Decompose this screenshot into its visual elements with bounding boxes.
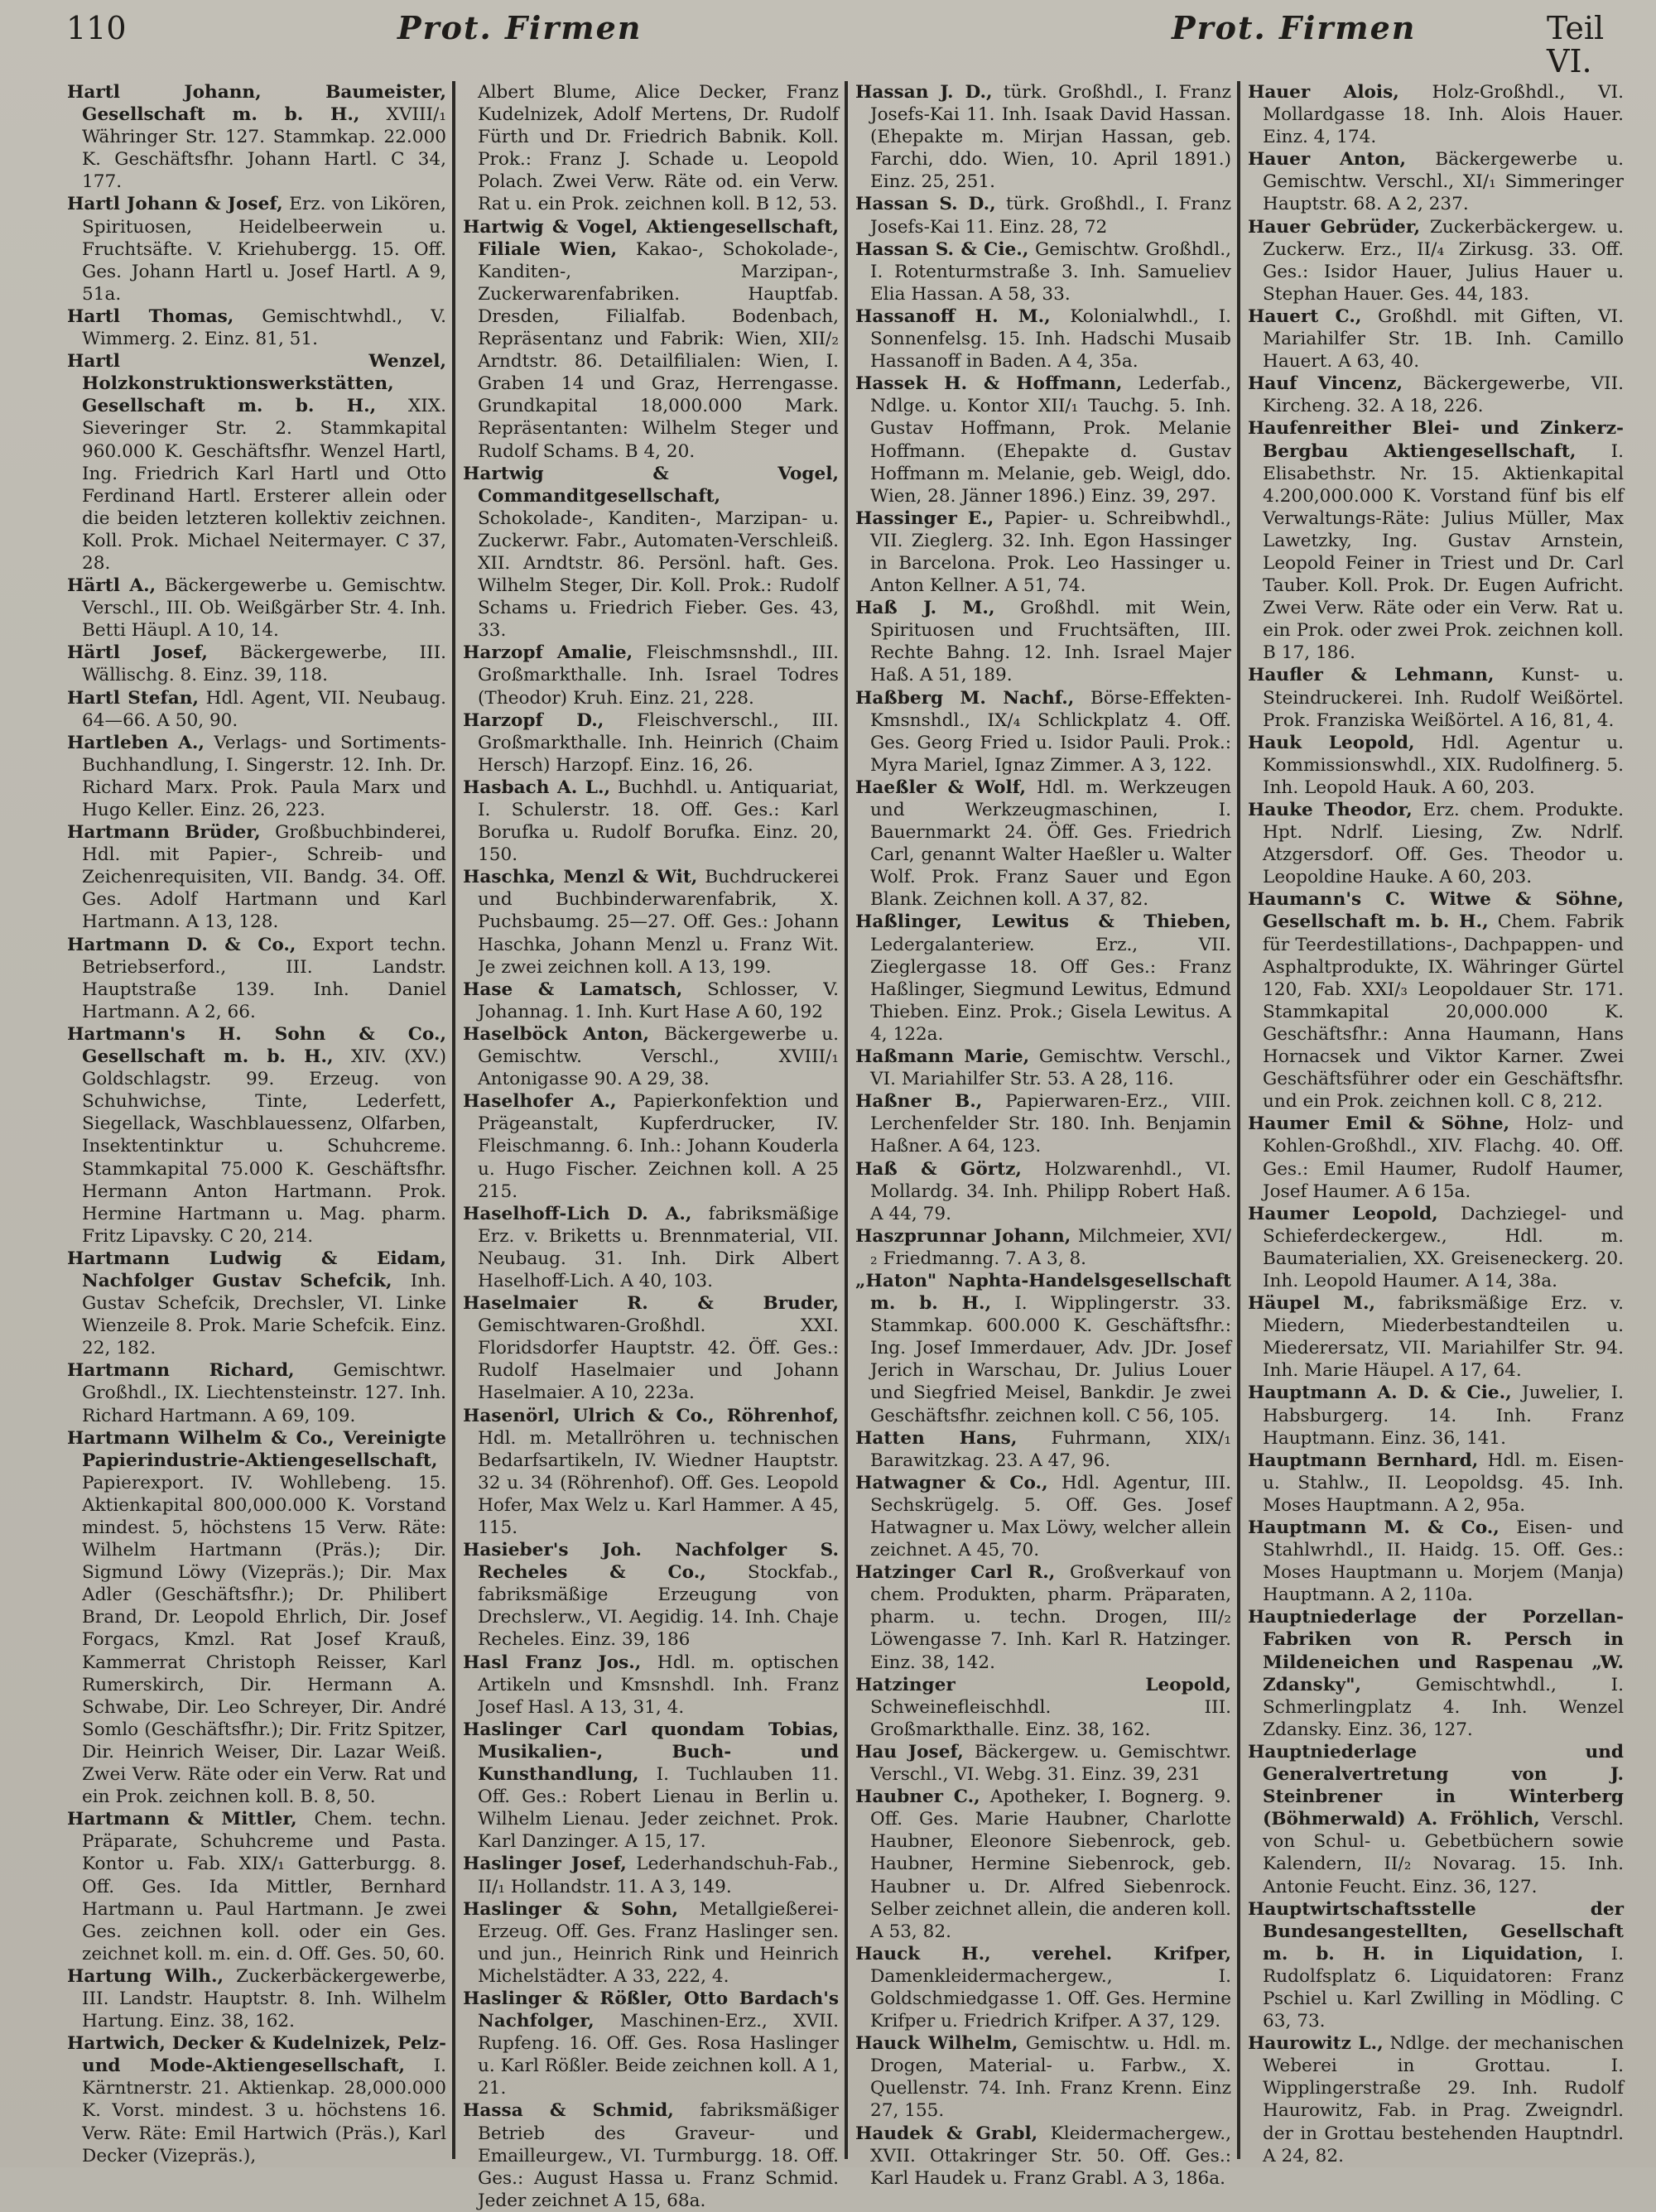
firm-name: Hauptwirtschaftsstelle der Bundesangestellten, Gesellschaft m. b. H. in Liquidation, xyxy=(1248,1898,1624,1964)
entry-text: Albert Blume, Alice Decker, Franz Kudelnizek, Adolf Mertens, Dr. Rudolf Fürth und Dr. Friedrich Babnik. Koll. Prok.: Franz J. Schade u. Leopold Polach. Zwei Verw. Räte od. ein Verw. Rat u. ein Prok. zeichnen koll. B 12, 53. xyxy=(478,82,839,215)
firm-name: Hassan S. & Cie., xyxy=(855,238,1029,260)
page-number: 110 xyxy=(66,10,127,46)
firm-name: Haurowitz L., xyxy=(1248,2033,1384,2055)
firm-name: Haufler & Lehmann, xyxy=(1248,665,1495,686)
firm-name: Härtl A., xyxy=(67,575,156,597)
entry-text: Buchdruckerei und Buchbinderwarenfabrik, X. Puchsbaumg. 25—27. Off. Ges.: Johann Haschka, Johann Menzl u. Franz Wit. Je zwei zeichnen koll. A 13, 199. xyxy=(478,867,839,978)
firm-name: Hassa & Schmid, xyxy=(463,2100,674,2122)
directory-entry xyxy=(1248,417,1624,664)
directory-entry xyxy=(855,1225,1231,1270)
running-title-right: Prot. Firmen xyxy=(1172,9,1417,46)
entry-text: Erz. chem. Produkte. Hpt. Ndrlf. Liesing, Zw. Ndrlf. Atzgersdorf. Off. Ges. Theodor u. Leopoldine Hauke. A 60, 203. xyxy=(1263,800,1624,888)
entry-text: Bäckergewerbe, III. Wällischg. 8. Einz. 39, 118. xyxy=(82,642,446,686)
entry-text: Zuckerbäckergewerbe, III. Landstr. Hauptstr. 8. Inh. Wilhelm Hartung. Einz. 38, 162. xyxy=(82,1965,446,2032)
firm-name: Hauptmann M. & Co., xyxy=(1248,1517,1500,1538)
directory-entry xyxy=(1248,1606,1624,1741)
entry-text: Kleidermachergew., XVII. Ottakringer Str. 50. Off. Ges.: Karl Haudek u. Franz Grabl. A 3, 186a. xyxy=(870,2123,1231,2189)
firm-name: Hauert C., xyxy=(1248,305,1362,327)
directory-entry xyxy=(67,821,446,933)
directory-entry xyxy=(463,1652,839,1719)
entry-text: I. Rudolfsplatz 6. Liquidatoren: Franz Pschiel u. Karl Zwilling in Mödling. C 63, 73. xyxy=(1263,1943,1624,2032)
firm-name: Hassan S. D., xyxy=(855,194,996,215)
entry-text: fabriksmäßiger Betrieb des Graveur- und Emailleurgew., VI. Turmburgg. 18. Off. Ges.: August Hassa u. Franz Schmid. Jeder zeichnet A 15, 68a. xyxy=(478,2100,839,2211)
firm-name: Hartmann Brüder, xyxy=(67,822,261,844)
directory-entry xyxy=(67,1248,446,1359)
entry-text: Gemischtwhdl., I. Schmerlingplatz 4. Inh. Wenzel Zdansky. Einz. 36, 127. xyxy=(1263,1674,1624,1740)
entry-text: Bäckergewerbe u. Gemischtw. Verschl., XVIII/₁ Antonigasse 90. A 29, 38. xyxy=(478,1023,839,1090)
directory-entry xyxy=(855,597,1231,686)
directory-entry xyxy=(855,1741,1231,1786)
entry-text: Großbuchbinderei, Hdl. mit Papier-, Schreib- und Zeichenrequisiten, VII. Bandg. 34. Off. Ges. Adolf Hartmann und Karl Hartmann. A 13, 128. xyxy=(82,822,446,933)
entry-text: Großhdl. mit Giften, VI. Mariahilfer Str. 1B. Inh. Camillo Hauert. A 63, 40. xyxy=(1263,305,1624,373)
firm-name: Haumer Emil & Söhne, xyxy=(1248,1113,1510,1135)
directory-entry xyxy=(463,979,839,1023)
entry-text: Holz-Großhdl., VI. Mollardgasse 18. Inh. Alois Hauer. Einz. 4, 174. xyxy=(1263,82,1624,148)
firm-name: Hauer Gebrüder, xyxy=(1248,216,1421,238)
entry-text: Juwelier, I. Habsburgerg. 14. Inh. Franz Hauptmann. Einz. 36, 141. xyxy=(1263,1382,1624,1449)
entry-text: Großhdl. mit Wein, Spirituosen und Fruchtsäften, III. Rechte Bahng. 12. Inh. Israel Majer Haß. A 51, 189. xyxy=(870,598,1231,686)
firm-name: Hartl Wenzel, Holzkonstruktionswerkstätten, Gesellschaft m. b. H., xyxy=(67,351,446,417)
firm-name: Hatzinger Carl R., xyxy=(855,1562,1056,1584)
entry-text: XIX. Sieveringer Str. 2. Stammkapital 960.000 K. Geschäftsfhr. Wenzel Hartl, Ing. Friedrich Karl Hartl und Otto Ferdinand Hartl. Ersterer allein oder die beiden letzteren kollektiv zeichnen. Koll. Prok. Michael Neitermayer. C 37, 28. xyxy=(82,396,446,574)
firm-name: Hauf Vincenz, xyxy=(1248,373,1403,395)
entry-text: Großverkauf von chem. Produkten, pharm. Präparaten, pharm. u. techn. Drogen, III/₂ Löwengasse 7. Inh. Karl R. Hatzinger. Einz. 38, 142. xyxy=(870,1562,1231,1673)
directory-entry xyxy=(463,709,839,777)
columns xyxy=(60,81,1631,2211)
entry-text: Papierkonfektion und Prägeanstalt, Kupferdrucker, IV. Fleischmanng. 6. Inh.: Johann Kouderla u. Hugo Fischer. Zeichnen koll. A 25 215. xyxy=(478,1091,839,1202)
directory-entry xyxy=(1248,1450,1624,1517)
firm-name: Haszprunnar Johann, xyxy=(855,1225,1071,1247)
firm-name: Haudek & Grabl, xyxy=(855,2123,1038,2144)
directory-entry xyxy=(463,1539,839,1651)
firm-name: Hartmann Ludwig & Eidam, Nachfolger Gustav Schefcik, xyxy=(67,1248,446,1291)
entry-text: Gemischtwhdl., V. Wimmerg. 2. Einz. 81, 51. xyxy=(82,305,446,350)
directory-entry xyxy=(855,2123,1231,2190)
running-title-left: Prot. Firmen xyxy=(397,9,643,46)
entry-text: fabriksmäßige Erz. v. Briketts u. Brennmaterial, VII. Neubaug. 31. Inh. Dirk Albert Haselhoff-Lich. A 40, 103. xyxy=(478,1203,839,1291)
entry-text: Inh. Gustav Schefcik, Drechsler, VI. Linke Wienzeile 8. Prok. Marie Schefcik. Einz. 22, 182. xyxy=(82,1270,446,1359)
directory-entry xyxy=(855,238,1231,305)
directory-entry xyxy=(463,216,839,463)
firm-name: Haubner C., xyxy=(855,1786,980,1808)
firm-name: Haschka, Menzl & Wit, xyxy=(463,867,698,888)
directory-entry xyxy=(463,1090,839,1202)
column-4 xyxy=(1237,81,1630,2166)
firm-name: Hauke Theodor, xyxy=(1248,800,1413,820)
directory-entry xyxy=(1248,373,1624,417)
directory-entry xyxy=(463,1292,839,1404)
directory-entry xyxy=(67,81,446,193)
firm-name: Hase & Lamatsch, xyxy=(463,979,683,1000)
firm-name: Hartmann Wilhelm & Co., Vereinigte Papierindustrie-Aktiengesellschaft, xyxy=(67,1427,446,1471)
directory-entry xyxy=(463,1898,839,1988)
entry-text: Schokolade-, Kanditen-, Marzipan- u. Zuckerwr. Fabr., Automaten-Verschleiß. XII. Arndtstr. 86. Persönl. haft. Ges. Wilhelm Steger, Dir. Koll. Prok.: Rudolf Schams u. Friedrich Fieber. Ges. 43, 33. xyxy=(478,507,839,642)
directory-entry xyxy=(1248,1898,1624,2033)
directory-entry xyxy=(67,1808,446,1965)
entry-text: Chem. techn. Präparate, Schuhcreme und Pasta. Kontor u. Fab. XIX/₁ Gatterburgg. 8. Off. Ges. Ida Mittler, Bernhard Hartmann u. Paul Hartmann. Je zwei Ges. zeichnen koll. oder ein Ges. zeichnet koll. m. ein. d. Off. Ges. 50, 60. xyxy=(82,1809,446,1964)
entry-text: Hdl. Agentur, III. Sechskrügelg. 5. Off. Ges. Josef Hatwagner u. Max Löwy, welcher allein zeichnet. A 45, 70. xyxy=(870,1472,1231,1561)
directory-entry xyxy=(855,1472,1231,1561)
entry-text: Bäckergewerbe u. Gemischtw. Verschl., XI/₁ Simmeringer Hauptstr. 68. A 2, 237. xyxy=(1263,149,1624,215)
firm-name: Haufenreither Blei- und Zinkerz-Bergbau Aktiengesellschaft, xyxy=(1248,418,1624,462)
entry-text: XIV. (XV.) Goldschlagstr. 99. Erzeug. von Schuhwichse, Tinte, Lederfett, Siegellack, Waschblauessenz, Olfarben, Insektentinktur u. Schuhcreme. Stammkapital 75.000 K. Geschäftsfhr. Hermann Anton Hartmann. Prok. Hermine Hartmann u. Mag. pharm. Fritz Lipavsky. C 20, 214. xyxy=(82,1046,446,1247)
firm-name: Hauptniederlage und Generalvertretung von J. Steinbrener in Winterberg (Böhmerwald) A. Fröhlich, xyxy=(1248,1741,1624,1830)
entry-text: Ndlge. der mechanischen Weberei in Grottau. I. Wipplingerstraße 29. Inh. Rudolf Haurowitz, Fab. in Prag. Zweigndrl. der in Grottau bestehenden Hauptndrl. A 24, 82. xyxy=(1263,2033,1624,2166)
firm-name: Hartmann & Mittler, xyxy=(67,1809,297,1830)
directory-entry xyxy=(1248,1292,1624,1382)
entry-text: Milchmeier, XVI/₂ Friedmanng. 7. A 3, 8. xyxy=(870,1225,1231,1269)
directory-entry xyxy=(855,1090,1231,1157)
firm-name: Hauptmann A. D. & Cie., xyxy=(1248,1382,1512,1404)
entry-text: türk. Großhdl., I. Franz Josefs-Kai 11. Einz. 28, 72 xyxy=(870,194,1231,238)
firm-name: Hartmann's H. Sohn & Co., Gesellschaft m. b. H., xyxy=(67,1023,446,1068)
entry-text: Kunst- u. Steindruckerei. Inh. Rudolf Weißörtel. Prok. Franziska Weißörtel. A 16, 81, 4. xyxy=(1263,665,1624,731)
entry-text: fabriksmäßige Erz. v. Miedern, Miederbestandteilen u. Miederersatz, VII. Mariahilfer Str. 94. Inh. Marie Häupel. A 17, 64. xyxy=(1263,1293,1625,1382)
entry-text: Hdl. m. Metallröhren u. technischen Bedarfsartikeln, IV. Wiedner Hauptstr. 32 u. 34 (Röhrenhof). Off. Ges. Leopold Hofer, Max Welz u. Karl Hammer. A 45, 115. xyxy=(478,1427,839,1538)
firm-name: Hasl Franz Jos., xyxy=(463,1652,642,1673)
entry-text: Eisen- und Stahlwrhdl., II. Haidg. 15. Off. Ges.: Moses Hauptmann u. Morjem (Manja) Hauptmann. A 2, 110a. xyxy=(1263,1517,1624,1606)
directory-entry xyxy=(1248,1517,1624,1606)
firm-name: Haumann's C. Witwe & Söhne, Gesellschaft m. b. H., xyxy=(1248,889,1624,933)
part-label: Teil VI. xyxy=(1547,10,1605,79)
directory-entry xyxy=(855,81,1231,193)
directory-entry xyxy=(1248,799,1624,888)
directory-entry xyxy=(855,2032,1231,2122)
entry-text: Fuhrmann, XIX/₁ Barawitzkag. 23. A 47, 96. xyxy=(870,1427,1231,1471)
entry-text: Export techn. Betriebserford., III. Landstr. Hauptstraße 139. Inh. Daniel Hartmann. A 2, 66. xyxy=(82,934,446,1022)
entry-text: Hdl. m. Werkzeugen und Werkzeugmaschinen, I. Bauernmarkt 24. Öff. Ges. Friedrich Carl, genannt Walter Haeßler u. Walter Wolf. Prok. Franz Sauer und Egon Blank. Zeichnen koll. A 37, 82. xyxy=(870,777,1231,911)
firm-name: Hauck H., verehel. Krifper, xyxy=(855,1943,1231,1964)
directory-entry xyxy=(463,81,839,216)
directory-entry xyxy=(855,1046,1231,1090)
directory-entry xyxy=(463,1023,839,1090)
firm-name: Hartmann Richard, xyxy=(67,1360,295,1382)
entry-text: Kolonialwhdl., I. Sonnenfelsg. 15. Inh. Hadschi Musaib Hassanoff in Baden. A 4, 35a. xyxy=(870,305,1231,373)
entry-text: Ledergalanteriew. Erz., VII. Zieglergasse 18. Off Ges.: Franz Haßlinger, Siegmund Lewitus, Edmund Thieben. Einz. Prok.; Gisela Lewitus. A 4, 122a. xyxy=(870,934,1231,1045)
firm-name: Haselböck Anton, xyxy=(463,1023,650,1045)
entry-text: I. Elisabethstr. Nr. 15. Aktienkapital 4.200,000.000 K. Vorstand fünf bis elf Verwaltungs-Räte: Julius Müller, Max Lawetzky, Ing. Gustav Arnstein, Leopold Feiner in Triest und Dr. Carl Tauber. Koll. Prok. Dr. Eugen Aufricht. Zwei Verw. Räte oder ein Verw. Rat u. ein Prok. oder zwei Prok. zeichnen koll. B 17, 186. xyxy=(1263,440,1624,664)
firm-name: Harzopf D., xyxy=(463,709,604,731)
firm-name: Hartwich, Decker & Kudelnizek, Pelz- und Mode-Aktiengesellschaft, xyxy=(67,2033,446,2077)
directory-entry xyxy=(855,193,1231,238)
entry-text: Metallgießerei-Erzeug. Off. Ges. Franz Haslinger sen. und jun., Heinrich Rink und Heinrich Michelstädter. A 33, 222, 4. xyxy=(478,1898,839,1987)
directory-entry xyxy=(463,463,839,642)
directory-entry xyxy=(463,642,839,709)
directory-entry xyxy=(1248,888,1624,1113)
entry-text: Gemischtwaren-Großhdl. XXI. Floridsdorfer Hauptstr. 42. Öff. Ges.: Rudolf Haselmaier und Johann Haselmaier. A 10, 223a. xyxy=(478,1315,839,1404)
firm-name: Hartwig & Vogel, Commanditgesellschaft, xyxy=(463,463,839,507)
firm-name: Haßlinger, Lewitus & Thieben, xyxy=(855,911,1231,933)
entry-text: I. Wipplingerstr. 33. Stammkap. 600.000 K. Geschäftsfhr.: Ing. Josef Immerdauer, Adv. JDr. Josef Jerich in Warschau, Dr. Julius Louer und Siegfried Meisel, Bankdir. Je zwei Geschäftsfhr. zeichnen koll. C 56, 105. xyxy=(870,1293,1231,1426)
firm-name: Haselhoff-Lich D. A., xyxy=(463,1203,692,1224)
column-1 xyxy=(60,81,452,2166)
firm-name: Hasieber's Joh. Nachfolger S. Recheles & Co., xyxy=(463,1540,839,1584)
entry-text: Hdl. Agentur u. Kommissionswhdl., XIX. Rudolfinerg. 5. Inh. Leopold Hauk. A 60, 203. xyxy=(1263,732,1624,798)
firm-name: Haßberg M. Nachf., xyxy=(855,687,1075,709)
firm-name: Hasenörl, Ulrich & Co., Röhrenhof, xyxy=(463,1405,839,1426)
directory-entry xyxy=(1248,732,1624,799)
firm-name: Hassinger E., xyxy=(855,507,994,529)
entry-text: Börse-Effekten-Kmsnshdl., IX/₄ Schlickplatz 4. Off. Ges. Georg Fried u. Isidor Pauli. Prok.: Myra Mariel, Ignaz Zimmer. A 3, 122. xyxy=(870,687,1231,776)
entry-text: Papierexport. IV. Wohllebeng. 15. Aktienkapital 800,000.000 K. Vorstand mindest. 5, höchstens 15 Verw. Räte: Wilhelm Hartmann (Präs.); Dir. Sigmund Löwy (Vizepräs.); Dir. Max Adler (Geschäftsfhr.); Dr. Philibert Brand, Dr. Leopold Ehrlich, Dir. Josef Forgacs, Kmzl. Rat Josef Krauß, Kammerrat Christoph Reisser, Karl Rumerskirch, Dir. Hermann A. Schwabe, Dir. Leo Schreyer, Dir. André Somlo (Geschäftsfhr.); Dir. Fritz Spitzer, Dir. Heinrich Weiser, Dir. Lazar Weiß. Zwei Verw. Räte oder ein Verw. Rat und ein Prok. zeichnen koll. B. 8, 50. xyxy=(82,1472,446,1808)
directory-entry xyxy=(1248,1741,1624,1898)
firm-name: Haslinger Josef, xyxy=(463,1854,627,1875)
entry-text: Schweinefleischhdl. III. Großmarkthalle. Einz. 38, 162. xyxy=(870,1696,1231,1740)
directory-entry xyxy=(463,2099,839,2211)
firm-name: Hauk Leopold, xyxy=(1248,732,1415,753)
firm-name: Hartmann D. & Co., xyxy=(67,934,296,955)
entry-text: Hdl. m. optischen Artikeln und Kmsnshdl. Inh. Franz Josef Hasl. A 13, 31, 4. xyxy=(478,1652,839,1718)
directory-entry xyxy=(1248,305,1624,373)
firm-name: Hauer Alois, xyxy=(1248,82,1399,103)
firm-name: Hartl Johann & Josef, xyxy=(67,194,283,215)
firm-name: Hauck Wilhelm, xyxy=(855,2033,1018,2055)
directory-entry xyxy=(463,866,839,978)
firm-name: Hatwagner & Co., xyxy=(855,1472,1048,1493)
directory-entry xyxy=(67,305,446,350)
directory-entry xyxy=(1248,1203,1624,1292)
firm-name: Hartung Wilh., xyxy=(67,1965,224,1987)
firm-name: Hau Josef, xyxy=(855,1741,964,1762)
directory-entry xyxy=(855,1270,1231,1427)
entry-text: Lederfab., Ndlge. u. Kontor XII/₁ Tauchg. 5. Inh. Gustav Hoffmann, Prok. Melanie Hoffmann. (Ehepakte d. Gustav Hoffmann m. Melanie, geb. Weigl, ddo. Wien, 28. Jänner 1896.) Einz. 39, 297. xyxy=(870,373,1231,507)
firm-name: Hartl Johann, Baumeister, Gesellschaft m. b. H., xyxy=(67,82,446,126)
entry-text: Gemischtwr. Großhdl., IX. Liechtensteinstr. 127. Inh. Richard Hartmann. A 69, 109. xyxy=(82,1360,446,1426)
firm-name: Hauer Anton, xyxy=(1248,149,1407,171)
firm-name: Haslinger & Sohn, xyxy=(463,1898,678,1920)
firm-name: Haselmaier R. & Bruder, xyxy=(463,1293,839,1315)
entry-text: türk. Großhdl., I. Franz Josefs-Kai 11. Inh. Isaak David Hassan. (Ehepakte m. Mirjan Hassan, geb. Farchi, ddo. Wien, 10. April 1891.) Einz. 25, 251. xyxy=(870,82,1231,193)
entry-text: Verschl. von Schul- u. Gebetbüchern sowie Kalendern, II/₂ Novarag. 15. Inh. Antonie Feucht. Einz. 36, 127. xyxy=(1263,1809,1624,1897)
firm-name: Haßner B., xyxy=(855,1091,983,1113)
entry-text: Holz- und Kohlen-Großhdl., XIV. Flachg. 40. Off. Ges.: Emil Haumer, Rudolf Haumer, Josef Haumer. A 6 15a. xyxy=(1263,1113,1624,1202)
firm-name: Hassan J. D., xyxy=(855,82,993,103)
entry-text: Zuckerbäckergew. u. Zuckerw. Erz., II/₄ Zirkusg. 33. Off. Ges.: Isidor Hauer, Julius Hauer u. Stephan Hauer. Ges. 44, 183. xyxy=(1263,216,1624,305)
firm-name: Hartwig & Vogel, Aktiengesellschaft, Filiale Wien, xyxy=(463,216,839,260)
firm-name: Hartl Stefan, xyxy=(67,687,200,709)
entry-text: Gemischtw. u. Hdl. m. Drogen, Material- u. Farbw., X. Quellenstr. 74. Inh. Franz Krenn. Einz 27, 155. xyxy=(870,2033,1231,2122)
directory-entry xyxy=(1248,2032,1624,2167)
directory-entry xyxy=(855,777,1231,911)
entry-text: I. Tuchlauben 11. Off. Ges.: Robert Lienau in Berlin u. Wilhelm Lienau. Jeder zeichnet. Prok. Karl Danzinger. A 15, 17. xyxy=(478,1764,839,1853)
firm-name: Haeßler & Wolf, xyxy=(855,777,1027,798)
directory-entry xyxy=(67,193,446,305)
entry-text: Gemischtw. Großhdl., I. Rotenturmstraße 3. Inh. Samueliev Elia Hassan. A 58, 33. xyxy=(870,238,1231,305)
entry-text: Hdl. m. Eisen- u. Stahlw., II. Leopoldsg. 45. Inh. Moses Hauptmann. A 2, 95a. xyxy=(1263,1450,1624,1516)
directory-entry xyxy=(855,687,1231,777)
directory-entry xyxy=(67,1965,446,2032)
directory-entry xyxy=(463,1719,839,1854)
directory-entry xyxy=(855,1158,1231,1225)
directory-entry xyxy=(463,777,839,866)
firm-name: Haß J. M., xyxy=(855,598,995,619)
entry-text: Bäckergewerbe, VII. Kircheng. 32. A 18, 226. xyxy=(1263,373,1625,417)
firm-name: Hauptniederlage der Porzellan-Fabriken von R. Persch in Mildeneichen und Raspenau „W. Zdansky", xyxy=(1248,1607,1624,1695)
entry-text: Maschinen-Erz., XVII. Rupfeng. 16. Off. Ges. Rosa Haslinger u. Karl Rößler. Beide zeichnen koll. A 1, 21. xyxy=(478,2011,840,2099)
directory-entry xyxy=(67,350,446,575)
entry-text: Kakao-, Schokolade-, Kanditen-, Marzipan-, Zuckerwarenfabriken. Hauptfab. Dresden, Filialfab. Bodenbach, Repräsentanz und Fabrik: Wien, XII/₂ Arndtstr. 86. Detailfilialen: Wien, I. Graben 14 und Graz, Herrengasse. Grundkapital 18,000.000 Mark. Repräsentanten: Wilhelm Steger und Rudolf Schams. B 4, 20. xyxy=(478,238,839,462)
firm-name: Härtl Josef, xyxy=(67,642,208,664)
directory-entry xyxy=(67,1023,446,1248)
directory-entry xyxy=(463,1405,839,1540)
entry-text: XVIII/₁ Währinger Str. 127. Stammkap. 22.000 K. Geschäftsfhr. Johann Hartl. C 34, 177. xyxy=(82,104,446,193)
firm-name: Hauptmann Bernhard, xyxy=(1248,1450,1479,1471)
firm-name: Haß & Görtz, xyxy=(855,1158,1022,1180)
firm-name: Haslinger Carl quondam Tobias, Musikalien-, Buch- und Kunsthandlung, xyxy=(463,1719,839,1786)
firm-name: Hartleben A., xyxy=(67,732,205,753)
directory-entry xyxy=(855,1786,1231,1943)
entry-text: Erz. von Likören, Spirituosen, Heidelbeerwein u. Fruchtsäfte. V. Kriehubergg. 15. Off. Ges. Johann Hartl u. Josef Hartl. A 9, 51a. xyxy=(82,194,446,305)
firm-name: Häupel M., xyxy=(1248,1293,1375,1315)
directory-entry xyxy=(67,934,446,1023)
directory-entry xyxy=(67,575,446,642)
page-header xyxy=(0,0,1656,79)
entry-text: Gemischtw. Verschl., VI. Mariahilfer Str. 53. A 28, 116. xyxy=(870,1046,1231,1090)
directory-entry xyxy=(67,1427,446,1809)
entry-text: I. Kärntnerstr. 21. Aktienkap. 28,000.000 K. Vorst. mindest. 3 u. höchstens 16. Verw. Räte: Emil Hartwich (Präs.), Karl Decker (Vizepräs.), xyxy=(82,2056,446,2166)
firm-name: Haumer Leopold, xyxy=(1248,1203,1438,1224)
directory-entry xyxy=(67,732,446,821)
directory-entry xyxy=(855,507,1231,597)
entry-text: Buchhdl. u. Antiquariat, I. Schulerstr. 18. Off. Ges.: Karl Borufka u. Rudolf Borufka. Einz. 20, 150. xyxy=(478,777,839,866)
firm-name: Haßmann Marie, xyxy=(855,1046,1030,1068)
directory-entry xyxy=(855,305,1231,373)
firm-name: Hasbach A. L., xyxy=(463,777,611,798)
entry-text: Bäckergewerbe u. Gemischtw. Verschl., III. Ob. Weißgärber Str. 4. Inh. Betti Häupl. A 10, 14. xyxy=(82,575,446,642)
firm-name: Haselhofer A., xyxy=(463,1091,617,1113)
entry-text: Fleischverschl., III. Großmarkthalle. Inh. Heinrich (Chaim Hersch) Harzopf. Einz. 16, 26. xyxy=(478,709,839,776)
firm-name: Hatzinger Leopold, xyxy=(855,1674,1231,1695)
firm-name: Hatten Hans, xyxy=(855,1427,1018,1449)
entry-text: Papierwaren-Erz., VIII. Lerchenfelder Str. 180. Inh. Benjamin Haßner. A 64, 123. xyxy=(870,1091,1231,1157)
directory-entry xyxy=(855,373,1231,507)
directory-entry xyxy=(463,1988,839,2099)
entry-text: Schlosser, V. Johannag. 1. Inh. Kurt Hase A 60, 192 xyxy=(478,979,839,1022)
directory-entry xyxy=(855,911,1231,1046)
entry-text: Stockfab., fabriksmäßige Erzeugung von Drechslerw., VI. Aegidig. 14. Inh. Chaje Recheles. Einz. 39, 186 xyxy=(478,1562,839,1651)
directory-entry xyxy=(855,1427,1231,1472)
directory-entry xyxy=(67,2032,446,2167)
entry-text: Damenkleidermachergew., I. Goldschmiedgasse 1. Off. Ges. Hermine Krifper u. Friedrich Krifper. A 37, 129. xyxy=(870,1965,1231,2032)
entry-text: Lederhandschuh-Fab., II/₁ Hollandstr. 11. A 3, 149. xyxy=(478,1854,839,1897)
directory-entry xyxy=(463,1203,839,1292)
directory-entry xyxy=(67,1359,446,1426)
firm-name: „Haton" Naphta-Handelsgesellschaft m. b. H., xyxy=(855,1270,1231,1315)
column-2 xyxy=(452,81,845,2211)
firm-name: Harzopf Amalie, xyxy=(463,642,633,664)
directory-entry xyxy=(855,1561,1231,1673)
entry-text: Dachziegel- und Schieferdeckergew., Hdl. m. Baumaterialien, XX. Greiseneckerg. 20. Inh. Leopold Haumer. A 14, 38a. xyxy=(1263,1203,1624,1291)
entry-text: Chem. Fabrik für Teerdestillations-, Dachpappen- und Asphaltprodukte, IX. Währinger Gürtel 120, Fab. XXI/₃ Leopoldauer Str. 171. Stammkapital 20,000.000 K. Geschäftsfhr.: Anna Haumann, Hans Hornacsek und Viktor Karner. Zwei Geschäftsführer oder ein Geschäftsfhr. und ein Prok. zeichnen koll. C 8, 212. xyxy=(1263,911,1624,1113)
directory-entry xyxy=(855,1674,1231,1741)
directory-entry xyxy=(67,642,446,686)
directory-entry xyxy=(855,1943,1231,2032)
firm-name: Haslinger & Rößler, Otto Bardach's Nachfolger, xyxy=(463,1988,839,2032)
directory-entry xyxy=(67,687,446,732)
entry-text: Fleischmsnshdl., III. Großmarkthalle. Inh. Israel Todres (Theodor) Kruh. Einz. 21, 228. xyxy=(478,642,839,709)
entry-text: Verlags- und Sortiments-Buchhandlung, I. Singerstr. 12. Inh. Dr. Richard Marx. Prok. Paula Marx und Hugo Keller. Einz. 26, 223. xyxy=(82,732,446,820)
directory-entry xyxy=(1248,148,1624,215)
entry-text: Holzwarenhdl., VI. Mollardg. 34. Inh. Philipp Robert Haß. A 44, 79. xyxy=(870,1158,1232,1224)
directory-entry xyxy=(1248,216,1624,305)
entry-text: Papier- u. Schreibwhdl., VII. Zieglerg. 32. Inh. Egon Hassinger in Barcelona. Prok. Leo Hassinger u. Anton Kellner. A 51, 74. xyxy=(870,507,1231,597)
firm-name: Hartl Thomas, xyxy=(67,305,234,327)
directory-entry xyxy=(463,1853,839,1897)
directory-entry xyxy=(1248,81,1624,148)
firm-name: Hassanoff H. M., xyxy=(855,305,1051,327)
directory-entry xyxy=(1248,1113,1624,1202)
firm-name: Hassek H. & Hoffmann, xyxy=(855,373,1123,395)
directory-entry xyxy=(1248,664,1624,731)
entry-text: Bäckergew. u. Gemischtwr. Verschl., VI. Webg. 31. Einz. 39, 231 xyxy=(870,1741,1231,1786)
entry-text: Hdl. Agent, VII. Neubaug. 64—66. A 50, 90. xyxy=(82,687,446,731)
column-3 xyxy=(845,81,1237,2189)
entry-text: Apotheker, I. Bognerg. 9. Off. Ges. Marie Haubner, Charlotte Haubner, Eleonore Siebenrock, geb. Haubner, Hermine Siebenrock, geb. Haubner u. Dr. Alfred Siebenrock. Selber zeichnet allein, die anderen koll. A 53, 82. xyxy=(870,1786,1232,1942)
directory-entry xyxy=(1248,1382,1624,1449)
